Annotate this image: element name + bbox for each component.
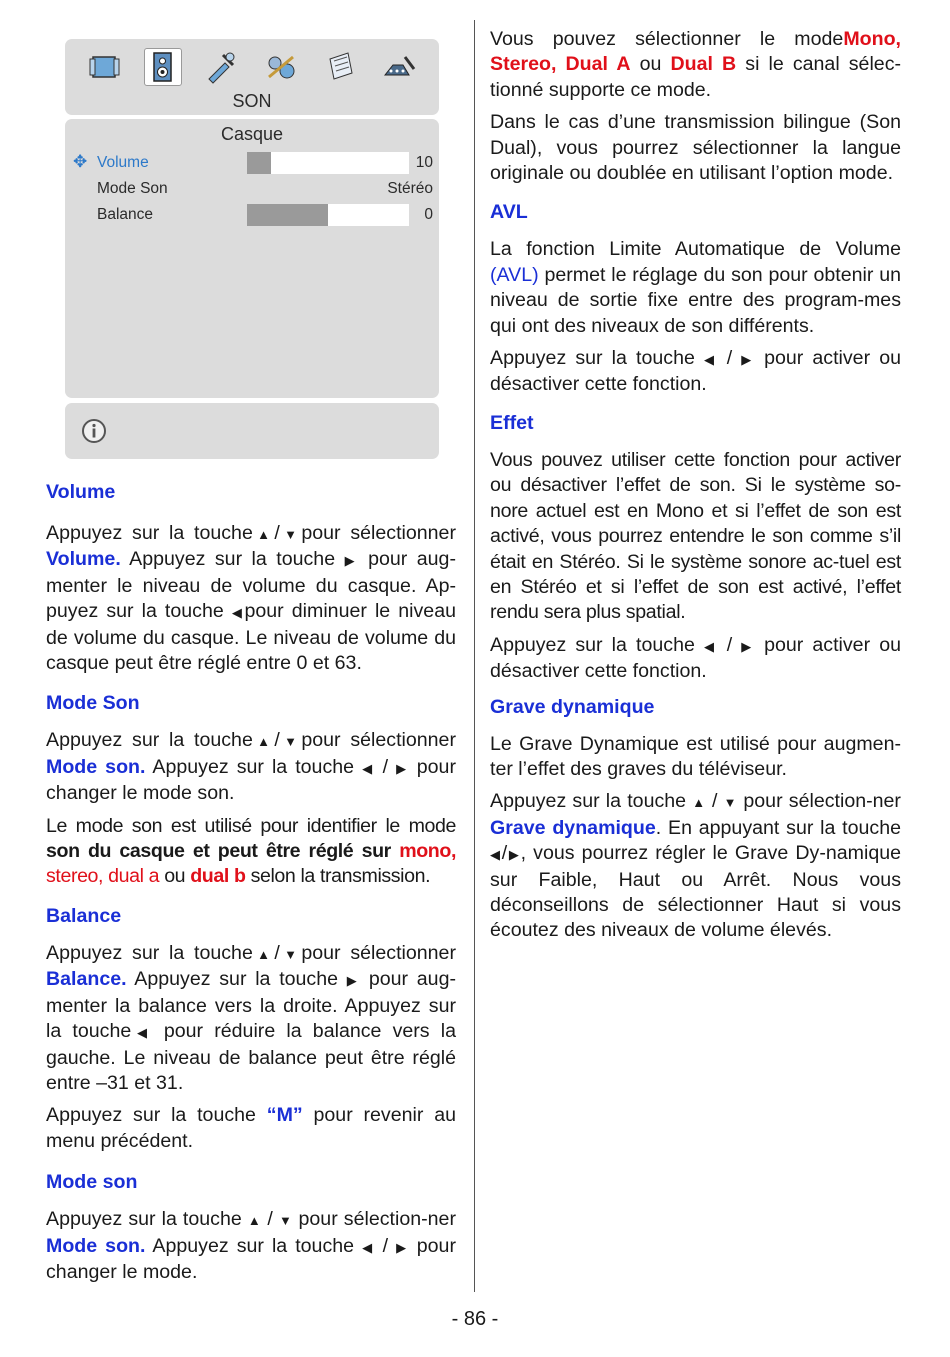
right-arrow-icon: ▶ [396,1239,409,1255]
mode-son-keyword: Mode son. [46,755,146,778]
info-icon[interactable] [81,418,107,444]
right-arrow-icon: ▶ [396,760,409,776]
left-arrow-icon: ◀ [703,638,718,654]
down-arrow-icon: ▼ [279,527,302,542]
avl-heading: AVL [490,201,528,224]
mono-stereo-dual-a-keyword: Mono, Stereo, Dual A [490,28,901,76]
text: Appuyez sur la touche [46,1208,242,1231]
text: Appuyez sur la touche [46,941,253,964]
text: pour changer le mode. [46,1234,456,1283]
text: pour revenir au menu précédent. [46,1104,456,1152]
text: pour réduire la balance vers la gauche. Le niveau de balance peut être réglé entre –31 et 31. [46,1020,457,1094]
stereo-dual-a-keyword: stereo, dual a [46,865,160,888]
picture-icon[interactable] [85,48,125,86]
up-arrow-icon: ▲ [692,795,706,811]
left-arrow-icon: ◀ [362,760,375,776]
bilingual-paragraph: Dans le cas d’une transmission bilingue (Son Dual), vous pourrez sélectionner la langue originale ou doublée en utilisant l’option mode. [490,111,901,185]
text: Appuyez sur la touche [152,1234,355,1257]
menu-row-label: Balance [97,206,154,223]
avl-toggle-paragraph: Appuyez sur la touche ◀ / ▶ pour activer ou désactiver cette fonction. [490,347,902,396]
move-arrows-icon: ✥ [73,152,88,171]
mono-keyword: mono, [399,840,456,863]
menu-row-value: 10 [415,154,433,171]
left-arrow-icon: ◀ [131,1025,153,1041]
mode-son-keyword: Mode son. [46,1234,146,1257]
balance-slider[interactable] [247,204,409,226]
mode-son-2-paragraph: Appuyez sur la touche ▲ / ▼ pour sélection-ner Mode son. Appuyez sur la touche ◀ / ▶ pour changer le mode. [46,1208,456,1283]
text: Appuyez sur la touche [490,633,695,656]
text: Appuyez sur la touche [46,729,253,752]
menu-subtitle: Casque [220,124,284,144]
volume-paragraph: Appuyez sur la touche▲/▼pour sélectionner Volume. Appuyez sur la touche ▶ pour aug-menter le niveau de volume du casque. Ap-puyez sur la touche ◀pour diminuer le niveau de volume du casque. Le niveau de volume du casque peut être réglé entre 0 et 63. [46,522,456,675]
menu-row-balance[interactable] [73,204,433,226]
grave-paragraph: Le Grave Dynamique est utilisé pour augmen-ter l’effet des graves du téléviseur. [490,732,901,780]
up-arrow-icon: ▲ [247,1213,262,1229]
text: pour activer ou désactiver cette fonction. [490,633,902,683]
right-arrow-icon: ▶ [507,847,521,863]
menu-row-value: Stéréo [387,180,433,197]
down-arrow-icon: ▼ [278,1213,293,1229]
left-arrow-icon: ◀ [703,352,718,368]
text: pour sélectionner [301,522,456,544]
menu-info-bar [65,403,439,459]
balance-slider-fill [247,204,328,226]
left-arrow-icon: ◀ [362,1239,375,1255]
right-arrow-icon: ▶ [741,638,755,654]
effet-heading: Effet [490,411,534,434]
text: Appuyez sur la touche [490,347,695,370]
left-arrow-icon: ◀ [490,847,502,863]
column-divider [474,20,475,1292]
volume-slider-fill [247,152,271,174]
volume-keyword: Volume. [46,548,121,571]
balance-heading: Balance [46,904,122,927]
text: pour sélection-ner [743,790,901,813]
text: permet le réglage du son pour obtenir un niveau de sortie fixe entre des program-mes qui ont des niveaux de son différents. [490,263,901,337]
avl-paragraph [490,237,901,339]
right-column [490,27,901,951]
text: , vous pourrez régler le Grave Dy-namique sur Faible, Haut ou Arrêt. Nous vous déconseillons de sélectionner Haut si vous écoutez des niveaux de volume élevés. [490,842,902,942]
text: Appuyez sur la touche [152,755,355,778]
mode-son-description [46,814,456,890]
text: selon la transmission. [250,865,431,888]
mode-son-paragraph: Appuyez sur la touche▲/▼pour sélectionner Mode son. Appuyez sur la touche ◀ / ▶ pour changer le mode son. [46,729,456,805]
text: La fonction Limite Automatique de Volume [490,238,901,261]
dual-b-keyword: Dual B [670,53,737,76]
down-arrow-icon: ▼ [279,734,302,750]
menu-row-label: Mode Son [97,180,168,197]
text: Appuyez sur la touche [46,1104,256,1127]
menu-header [65,39,439,115]
up-arrow-icon: ▲ [252,527,275,542]
dual-b-keyword: dual b [190,865,246,888]
menu-row-volume[interactable] [73,152,433,174]
balance-paragraph: Appuyez sur la touche▲/▼pour sélectionner Balance. Appuyez sur la touche ▶ pour aug-menter la balance vers la droite. Appuyez sur la touche◀ pour réduire la balance vers la gauche. Le niveau de balance peut être réglé entre –31 et 31. [46,941,457,1094]
m-key-keyword: “M” [266,1104,303,1127]
text: pour sélection-ner [298,1208,456,1231]
menu-icon-bar [75,47,429,87]
up-arrow-icon: ▲ [252,946,275,962]
avl-keyword: (AVL) [490,263,539,286]
text: pour changer le mode son. [46,755,456,805]
text: Appuyez sur la touche [134,968,339,991]
grave-heading: Grave dynamique [490,695,655,718]
text: pour diminuer le niveau de volume du casque. Le niveau de volume du casque peut être réglé entre 0 et 63. [46,600,456,675]
menu-title: SON [232,91,272,111]
install-icon[interactable] [261,48,301,86]
mode-son-2-heading: Mode son [46,1171,138,1194]
effet-toggle-paragraph: Appuyez sur la touche ◀ / ▶ pour activer ou désactiver cette fonction. [490,633,902,683]
settings-icon[interactable] [379,48,419,86]
feature-icon[interactable] [201,48,241,86]
up-arrow-icon: ▲ [252,734,275,750]
text: ou [639,53,662,76]
grave-dynamique-keyword: Grave dynamique [490,816,656,839]
text: Appuyez sur la touche [46,522,253,544]
intro-paragraph [490,27,901,103]
text: pour sélectionner [301,941,456,964]
menu-body [65,119,439,398]
right-arrow-icon: ▶ [344,553,359,569]
effet-paragraph: Vous pouvez utiliser cette fonction pour activer ou désactiver l’effet de son. Si le système so-nore actuel est en Mono et si l’effet de son est activé, vous pourrez entendre le son comme s’il était en Stéréo. Si le système sonore ac-tuel est en Stéréo et si l’effet de son est activé, l’effet rendu sera plus spatial. [490,448,901,624]
text: ou [164,865,186,888]
right-arrow-icon: ▶ [741,352,755,368]
right-arrow-icon: ▶ [346,973,361,989]
mode-son-heading: Mode Son [46,692,140,715]
balance-back-paragraph [46,1103,456,1154]
text: pour activer ou désactiver cette fonction. [490,347,902,396]
page-number: - 86 - [451,1308,499,1330]
left-arrow-icon: ◀ [231,605,245,621]
text: Le mode son est utilisé pour identifier le mode [46,814,456,837]
source-icon[interactable] [320,48,360,86]
volume-slider[interactable] [247,152,409,174]
sound-icon[interactable] [144,48,182,86]
text: son du casque et peut être réglé sur [46,840,391,863]
menu-row-label: Volume [97,154,149,171]
text: si le canal sélec-tionné supporte ce mode. [490,53,902,101]
left-column [46,480,456,1292]
text: Appuyez sur la touche [490,790,687,813]
text: pour aug-menter la balance vers la droite. Appuyez sur la touche [46,968,456,1043]
down-arrow-icon: ▼ [279,946,302,962]
balance-keyword: Balance. [46,968,127,991]
text: pour aug-menter le niveau de volume du casque. Ap-puyez sur la touche [46,548,456,623]
grave-select-paragraph: Appuyez sur la touche ▲ / ▼ pour sélection-ner Grave dynamique. En appuyant sur la touche ◀/▶, vous pourrez régler le Grave Dy-namique sur Faible, Haut ou Arrêt. Nous vous déconseillons de sélectionner Haut si vous écoutez des niveaux de volume élevés. [490,790,902,942]
tv-menu [65,39,439,459]
down-arrow-icon: ▼ [723,795,738,811]
text: Vous pouvez sélectionner le mode [490,28,844,50]
volume-heading: Volume [46,481,116,503]
menu-row-mode-son[interactable] [73,178,433,200]
text: Appuyez sur la touche [129,548,336,571]
text: . En appuyant sur la touche [655,816,901,839]
text: pour sélectionner [301,729,456,752]
menu-row-value: 0 [424,206,433,223]
